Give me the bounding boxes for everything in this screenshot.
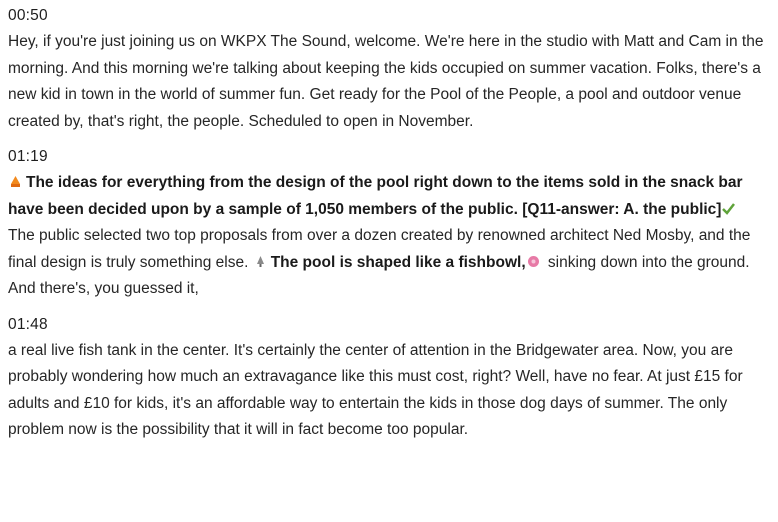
transcript-segment-1 (8, 6, 768, 135)
segment-text: Hey, if you're just joining us on WKPX The Sound, welcome. We're here in the studio with Matt and Cam in the morning. And this morning we're talking about keeping the kids occupied on summer vacation. Folks, there's a new kid in town in the world of summer fun. Get ready for the Pool of the People, a pool and outdoor venue created by, that's right, the people. Scheduled to open in November. (8, 33, 764, 130)
timestamp: 01:19 (8, 148, 48, 165)
segment-text: a real live fish tank in the center. It's certainly the center of attention in the Bridgewater area. Now, you are probably wondering how much an extravagance like this must cost, right? Well, have no fear. At just £15 for adults and £10 for kids, it's an affordable way to entertain the kids in those dog days of summer. The only problem now is the possibility that it will in fact become too popular. (8, 341, 743, 438)
orange-pin-icon (9, 171, 22, 184)
highlighted-answer-text: The pool is shaped like a fishbowl, (270, 253, 526, 271)
segment-text-part: sinking down into the ground. And there's, you guessed it, (8, 253, 750, 297)
timestamp: 01:48 (8, 315, 48, 333)
green-check-icon (722, 198, 735, 211)
grey-pin-icon (254, 251, 267, 264)
timestamp: 00:50 (8, 7, 48, 24)
transcript-segment-3 (8, 315, 768, 444)
segment-text-part: The public selected two top proposals from over a dozen created by renowned architect Ned Mosby, and the final design is truly something else. (8, 227, 751, 271)
segment-text (8, 170, 768, 303)
pink-flower-icon (527, 251, 540, 264)
transcript-segment-2 (8, 147, 768, 303)
highlighted-answer-text: The ideas for everything from the design of the pool right down to the items sold in the snack bar have been decided upon by a sample of 1,050 members of the public. [Q11-answer: A. the public] (8, 174, 743, 218)
